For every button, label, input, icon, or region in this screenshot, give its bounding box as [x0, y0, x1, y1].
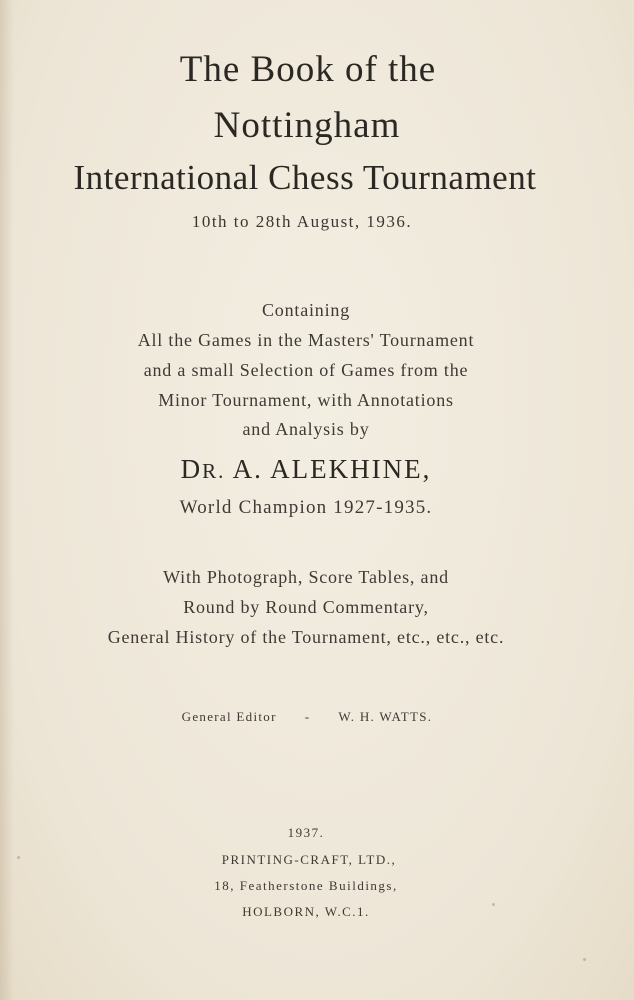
author-prefix-initial: D: [180, 454, 203, 484]
contents-line-3: and a small Selection of Games from the: [143, 360, 469, 380]
imprint-publisher: PRINTING-CRAFT, LTD.,: [221, 852, 397, 867]
editor-separator: -: [304, 709, 311, 724]
editor-name: W. H. WATTS.: [338, 709, 433, 724]
paper-speck: [17, 856, 20, 859]
extras-line-3: General History of the Tournament, etc., etc., etc.: [107, 627, 505, 647]
extras-line-1: With Photograph, Score Tables, and: [163, 567, 449, 587]
imprint-address: 18, Featherstone Buildings,: [214, 878, 398, 893]
author-name-text: A. ALEKHINE,: [232, 454, 432, 484]
paper-speck: [583, 958, 586, 961]
tournament-dates: 10th to 28th August, 1936.: [191, 212, 413, 231]
contents-line-4: Minor Tournament, with Annotations: [158, 390, 454, 410]
author-prefix-rest: R.: [202, 459, 226, 483]
editor-label: General Editor: [181, 709, 277, 724]
imprint-city: HOLBORN, W.C.1.: [242, 904, 370, 919]
contents-line-5: and Analysis by: [242, 419, 370, 439]
general-editor: [0, 709, 614, 725]
paper-speck: [492, 903, 495, 906]
title-line-1: The Book of the: [179, 49, 437, 90]
extras-line-2: Round by Round Commentary,: [183, 597, 429, 617]
author-title: World Champion 1927-1935.: [179, 497, 433, 518]
author-name: [0, 454, 612, 485]
title-line-2: Nottingham: [213, 105, 401, 146]
title-line-3: International Chess Tournament: [73, 158, 537, 197]
contents-line-1: Containing: [262, 300, 350, 320]
imprint-year: 1937.: [287, 825, 325, 840]
contents-line-2: All the Games in the Masters' Tournament: [137, 330, 475, 350]
